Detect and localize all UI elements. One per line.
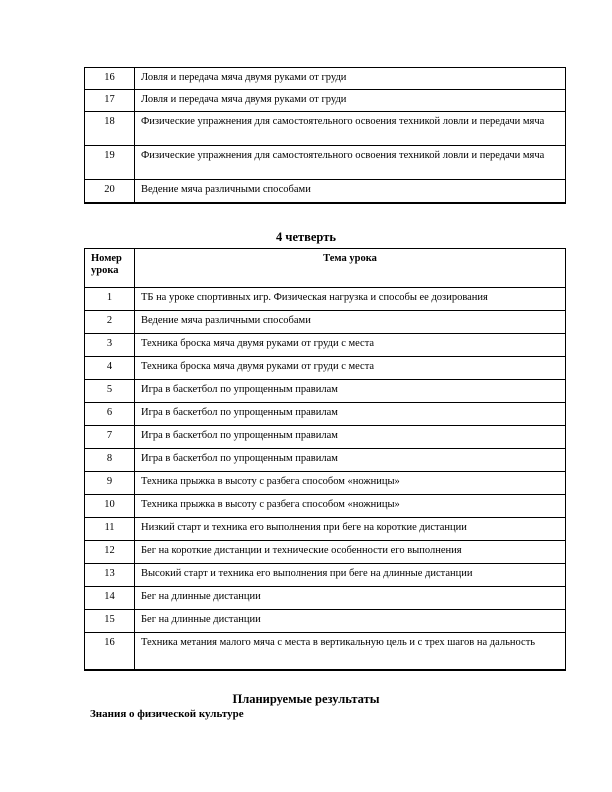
lesson-topic: Игра в баскетбол по упрощенным правилам	[135, 449, 566, 472]
table-row	[85, 288, 566, 311]
lesson-number: 20	[85, 180, 135, 204]
lesson-topic: Бег на короткие дистанции и технические особенности его выполнения	[135, 541, 566, 564]
lesson-topic: Игра в баскетбол по упрощенным правилам	[135, 380, 566, 403]
lessons-table-q3-end	[84, 67, 566, 204]
table-row	[85, 518, 566, 541]
lesson-topic: Низкий старт и техника его выполнения при беге на короткие дистанции	[135, 518, 566, 541]
lesson-number: 16	[85, 68, 135, 90]
lesson-topic: Ведение мяча различными способами	[135, 180, 566, 204]
column-header-topic: Тема урока	[135, 249, 566, 288]
lesson-topic: Высокий старт и техника его выполнения при беге на длинные дистанции	[135, 564, 566, 587]
lesson-topic: Техника прыжка в высоту с разбега способом «ножницы»	[135, 495, 566, 518]
column-header-number: Номер урока	[85, 249, 135, 288]
table-row	[85, 180, 566, 204]
lesson-topic: Бег на длинные дистанции	[135, 587, 566, 610]
table-row	[85, 146, 566, 180]
lesson-number: 1	[85, 288, 135, 311]
lesson-number: 8	[85, 449, 135, 472]
lesson-topic: Ведение мяча различными способами	[135, 311, 566, 334]
lesson-number: 2	[85, 311, 135, 334]
table-header-row	[85, 249, 566, 288]
table-row	[85, 380, 566, 403]
lesson-topic: Физические упражнения для самостоятельного освоения техникой ловли и передачи мяча	[135, 146, 566, 180]
table-row	[85, 357, 566, 380]
lesson-topic: Игра в баскетбол по упрощенным правилам	[135, 403, 566, 426]
lesson-number: 10	[85, 495, 135, 518]
table-row	[85, 633, 566, 671]
table-row	[85, 587, 566, 610]
table-row	[85, 449, 566, 472]
table-row	[85, 495, 566, 518]
lesson-number: 9	[85, 472, 135, 495]
lesson-topic: ТБ на уроке спортивных игр. Физическая нагрузка и способы ее дозирования	[135, 288, 566, 311]
table-row	[85, 90, 566, 112]
lesson-number: 18	[85, 112, 135, 146]
table-row	[85, 112, 566, 146]
table-row	[85, 311, 566, 334]
lesson-number: 13	[85, 564, 135, 587]
lesson-topic: Бег на длинные дистанции	[135, 610, 566, 633]
lesson-topic: Техника метания малого мяча с места в вертикальную цель и с трех шагов на дальность	[135, 633, 566, 671]
table-row	[85, 610, 566, 633]
section-subtitle: Знания о физической культуре	[90, 708, 244, 720]
table-row	[85, 564, 566, 587]
lesson-number: 16	[85, 633, 135, 671]
lesson-topic: Ловля и передача мяча двумя руками от груди	[135, 90, 566, 112]
table-row	[85, 426, 566, 449]
lesson-number: 15	[85, 610, 135, 633]
section-title: Планируемые результаты	[232, 692, 380, 706]
lessons-table-q4	[84, 248, 566, 671]
lesson-number: 7	[85, 426, 135, 449]
lesson-topic: Физические упражнения для самостоятельного освоения техникой ловли и передачи мяча	[135, 112, 566, 146]
table-row	[85, 68, 566, 90]
table-row	[85, 334, 566, 357]
lesson-number: 11	[85, 518, 135, 541]
lesson-number: 4	[85, 357, 135, 380]
lesson-number: 5	[85, 380, 135, 403]
lesson-number: 12	[85, 541, 135, 564]
lesson-topic: Игра в баскетбол по упрощенным правилам	[135, 426, 566, 449]
table-row	[85, 472, 566, 495]
quarter-heading: 4 четверть	[276, 230, 336, 244]
lesson-number: 6	[85, 403, 135, 426]
table-row	[85, 541, 566, 564]
lesson-number: 14	[85, 587, 135, 610]
lesson-number: 3	[85, 334, 135, 357]
lesson-number: 17	[85, 90, 135, 112]
lesson-number: 19	[85, 146, 135, 180]
lesson-topic: Техника прыжка в высоту с разбега способом «ножницы»	[135, 472, 566, 495]
lesson-topic: Ловля и передача мяча двумя руками от груди	[135, 68, 566, 90]
table-row	[85, 403, 566, 426]
lesson-topic: Техника броска мяча двумя руками от груди с места	[135, 357, 566, 380]
lesson-topic: Техника броска мяча двумя руками от груди с места	[135, 334, 566, 357]
